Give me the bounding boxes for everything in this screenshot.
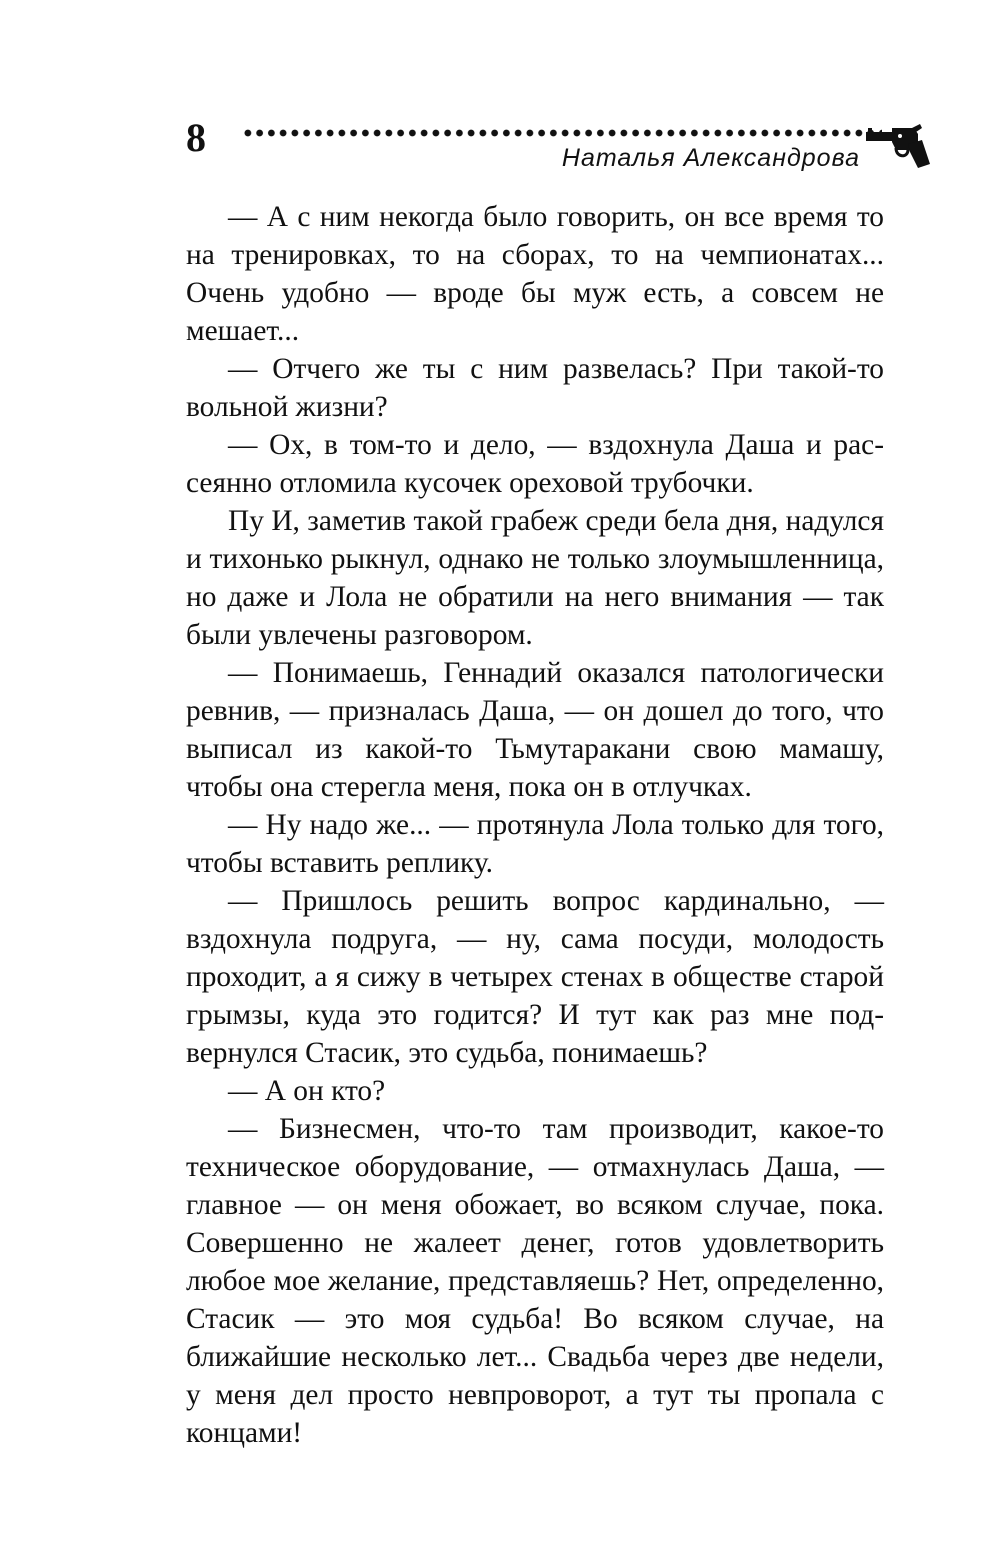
revolver-icon [866, 122, 932, 170]
paragraph: — Пришлось решить вопрос кардинально, — вздохнула подруга, — ну, сама посуди, молодость проходит, а я сижу в четырех стенах в обществе старой грымзы, куда это годится? И тут как раз мне подвернулся Стасик, это судьба, понимаешь? [186, 885, 884, 1069]
header-dot-leader [242, 126, 882, 140]
page-number: 8 [186, 115, 206, 160]
paragraph: — А он кто? [228, 1075, 386, 1107]
paragraph: — Ох, в том-то и дело, — вздохнула Даша и рассеянно отломила кусочек ореховой трубочки. [186, 429, 884, 499]
paragraph: — Отчего же ты с ним развелась? При такой-то вольной жизни? [186, 353, 884, 423]
paragraph: — Бизнесмен, что-то там производит, какое-то техническое оборудование, — отмахнулась Даша, — главное — он меня обожает, во всяком случае, пока. Совершенно не жалеет денег, готов удовлетворить любое мое желание, представляешь? Нет, определенно, Стасик — это моя судьба! Во всяком случае, на ближайшие несколько лет... Свадьба через две недели, у меня дел просто невпроворот, а тут ты пропала с концами! [186, 1113, 884, 1449]
paragraph: — Понимаешь, Геннадий оказался патологически ревнив, — призналась Даша, — он дошел до того, что выписал из какой-то Тьмутаракани свою мамашу, чтобы она стерегла меня, пока он в отлучках. [186, 657, 884, 803]
paragraph: — Ну надо же... — протянула Лола только для того, чтобы вставить реплику. [186, 809, 884, 879]
body-text [186, 198, 884, 1452]
running-head-author: Наталья Александрова [561, 144, 860, 172]
paragraph: Пу И, заметив такой грабеж среди бела дня, надулся и тихонько рыкнул, однако не только злоумышленница, но даже и Лола не обратили на него внимания — так были увлечены разговором. [186, 505, 884, 651]
paragraph: — А с ним некогда было говорить, он все время то на тренировках, то на сборах, то на чемпионатах... Очень удобно — вроде бы муж есть, а совсем не мешает... [186, 201, 884, 347]
